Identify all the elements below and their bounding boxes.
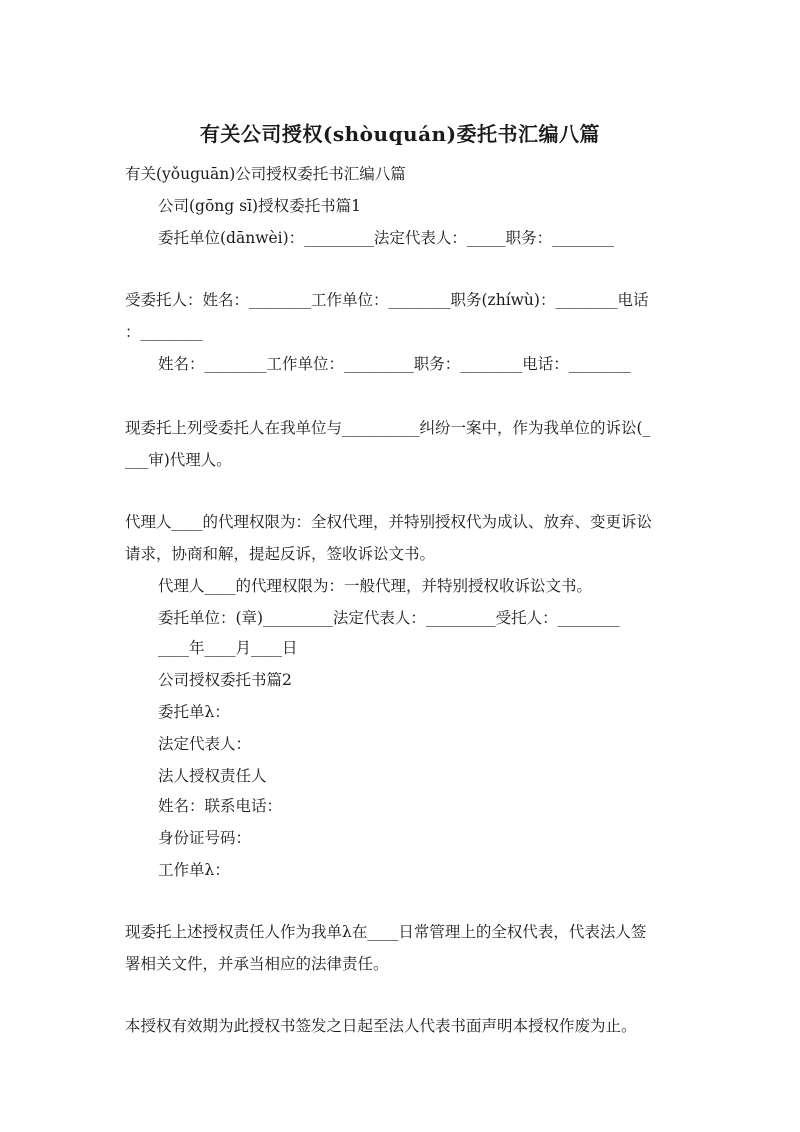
authorization-statement-line: 现委托上述授权责任人作为我单λ在____日常管理上的全权代表，代表法人签 (125, 923, 647, 941)
trustee-phone-continuation: ：________ (125, 323, 203, 341)
entrust-statement-line: 现委托上列受委托人在我单位与__________纠纷一案中，作为我单位的诉讼(_ (125, 419, 651, 437)
section-1-heading: 公司(gōng sī)授权委托书篇1 (158, 197, 361, 215)
entrusting-unit-label: 委托单λ： (158, 703, 230, 721)
authorization-statement-continuation: 署相关文件，并承当相应的法律责任。 (125, 955, 389, 973)
entrusting-unit-line: 委托单位(dānwèi)：_________法定代表人：_____职务：________ (158, 229, 615, 247)
name-phone-label: 姓名：联系电话： (158, 797, 283, 815)
document-title: 有关公司授权(shòuquán)委托书汇编八篇 (199, 122, 601, 146)
work-unit-label: 工作单λ： (158, 861, 230, 879)
second-trustee-line: 姓名：________工作单位：_________职务：________电话：________ (158, 355, 631, 373)
full-agency-continuation: 请求，协商和解，提起反诉，签收诉讼文书。 (125, 545, 436, 563)
section-2-heading: 公司授权委托书篇2 (158, 671, 292, 689)
validity-line: 本授权有效期为此授权书签发之日起至法人代表书面声明本授权作废为止。 (125, 1017, 637, 1035)
doc-heading-line: 有关(yǒuguān)公司授权委托书汇编八篇 (125, 165, 406, 183)
entrust-statement-continuation: ___审)代理人。 (125, 451, 232, 469)
general-agency-line: 代理人____的代理权限为：一般代理，并特别授权收诉讼文书。 (158, 577, 593, 595)
authorized-person-label: 法人授权责任人 (158, 767, 267, 785)
signature-line: 委托单位：(章)_________法定代表人：_________受托人：________ (158, 609, 620, 627)
id-number-label: 身份证号码： (158, 829, 252, 847)
trustee-info-line: 受委托人：姓名：________工作单位：________职务(zhíwù)：________电话 (125, 291, 649, 309)
legal-rep-label: 法定代表人： (158, 735, 252, 753)
date-line: ____年____月____日 (158, 639, 298, 657)
full-agency-line: 代理人____的代理权限为：全权代理，并特别授权代为成认、放弃、变更诉讼 (125, 513, 653, 531)
